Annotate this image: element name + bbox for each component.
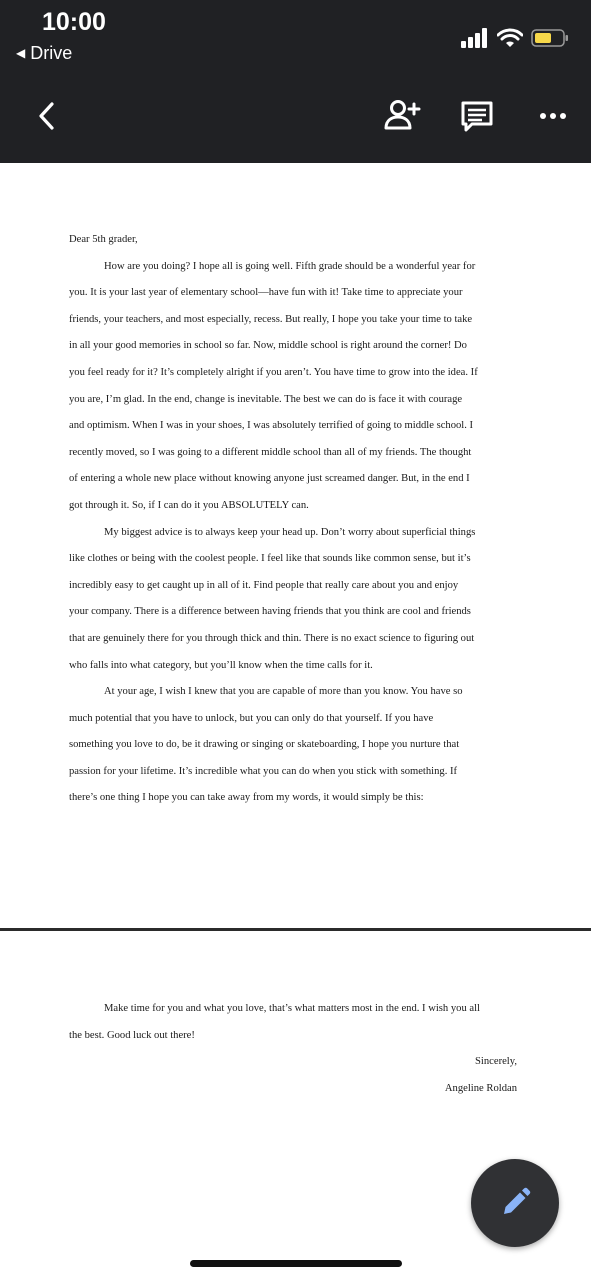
doc-line: in all your good memories in school so far. Now, middle school is right around the corner! Do bbox=[69, 340, 467, 352]
doc-line: the best. Good luck out there! bbox=[69, 1029, 195, 1041]
more-horizontal-icon[interactable] bbox=[539, 111, 567, 121]
doc-line: like clothes or being with the coolest people. I feel like that sounds like common sense, but it’s bbox=[69, 553, 471, 565]
wifi-icon bbox=[497, 28, 523, 48]
status-icons bbox=[461, 24, 569, 48]
comment-icon[interactable] bbox=[460, 100, 494, 134]
edit-fab-button[interactable] bbox=[471, 1159, 559, 1247]
doc-line: there’s one thing I hope you can take away from my words, it would simply be this: bbox=[69, 792, 424, 804]
document-page-1 bbox=[0, 163, 591, 929]
signal-icon bbox=[461, 28, 489, 48]
status-time: 10:00 bbox=[42, 8, 106, 36]
add-person-icon[interactable] bbox=[383, 98, 421, 132]
doc-line: My biggest advice is to always keep your head up. Don’t worry about superficial things bbox=[104, 526, 476, 538]
doc-line: How are you doing? I hope all is going well. Fifth grade should be a wonderful year for bbox=[104, 260, 476, 272]
back-app-label: Drive bbox=[30, 43, 73, 63]
signature: Angeline Roldan bbox=[444, 1082, 517, 1094]
doc-line: recently moved, so I was going to a different middle school than all of my friends. The thought bbox=[69, 446, 472, 458]
chevron-left-icon[interactable] bbox=[34, 100, 60, 132]
back-triangle-icon: ◀ bbox=[16, 46, 26, 60]
doc-line: that are genuinely there for you through thick and thin. There is no exact science to figuring out bbox=[69, 632, 475, 644]
home-indicator[interactable] bbox=[190, 1260, 402, 1267]
salutation: Dear 5th grader, bbox=[69, 234, 138, 245]
document-body-page-2 bbox=[69, 996, 521, 1102]
doc-line: At your age, I wish I knew that you are capable of more than you know. You have so bbox=[104, 686, 463, 698]
back-to-drive-link[interactable] bbox=[16, 43, 72, 64]
doc-line: much potential that you have to unlock, but you can only do that yourself. If you have bbox=[69, 712, 434, 724]
doc-line: passion for your lifetime. It’s incredible what you can do when you stick with something. If bbox=[69, 765, 458, 777]
doc-line: you. It is your last year of elementary school—have fun with it! Take time to appreciate your bbox=[69, 287, 463, 299]
doc-line: of entering a whole new place without knowing anyone just screamed danger. But, in the end I bbox=[69, 473, 470, 485]
edit-pencil-icon bbox=[498, 1186, 532, 1220]
doc-line: your company. There is a difference between having friends that you think are cool and friends bbox=[69, 606, 471, 618]
top-app-bar bbox=[0, 0, 591, 163]
doc-line: you feel ready for it? It’s completely alright if you aren’t. You have time to grow into the idea. If bbox=[69, 366, 478, 378]
battery-icon bbox=[531, 28, 569, 48]
document-body bbox=[69, 227, 521, 812]
doc-line: friends, your teachers, and most especially, recess. But really, I hope you take your time to take bbox=[69, 313, 473, 325]
doc-line: and optimism. When I was in your shoes, I was absolutely terrified of going to middle school. I bbox=[69, 420, 474, 432]
doc-line: something you love to do, be it drawing or singing or skateboarding, I hope you nurture that bbox=[69, 739, 460, 751]
doc-line: who falls into what category, but you’ll know when the time calls for it. bbox=[69, 659, 373, 671]
doc-line: got through it. So, if I can do it you ABSOLUTELY can. bbox=[69, 499, 309, 511]
doc-line: incredibly easy to get caught up in all of it. Find people that really care about you and enjoy bbox=[69, 579, 459, 591]
closing: Sincerely, bbox=[475, 1056, 517, 1068]
doc-line: you are, I’m glad. In the end, change is inevitable. The best we can do is face it with courage bbox=[69, 393, 463, 405]
doc-line: Make time for you and what you love, that’s what matters most in the end. I wish you all bbox=[104, 1003, 481, 1014]
